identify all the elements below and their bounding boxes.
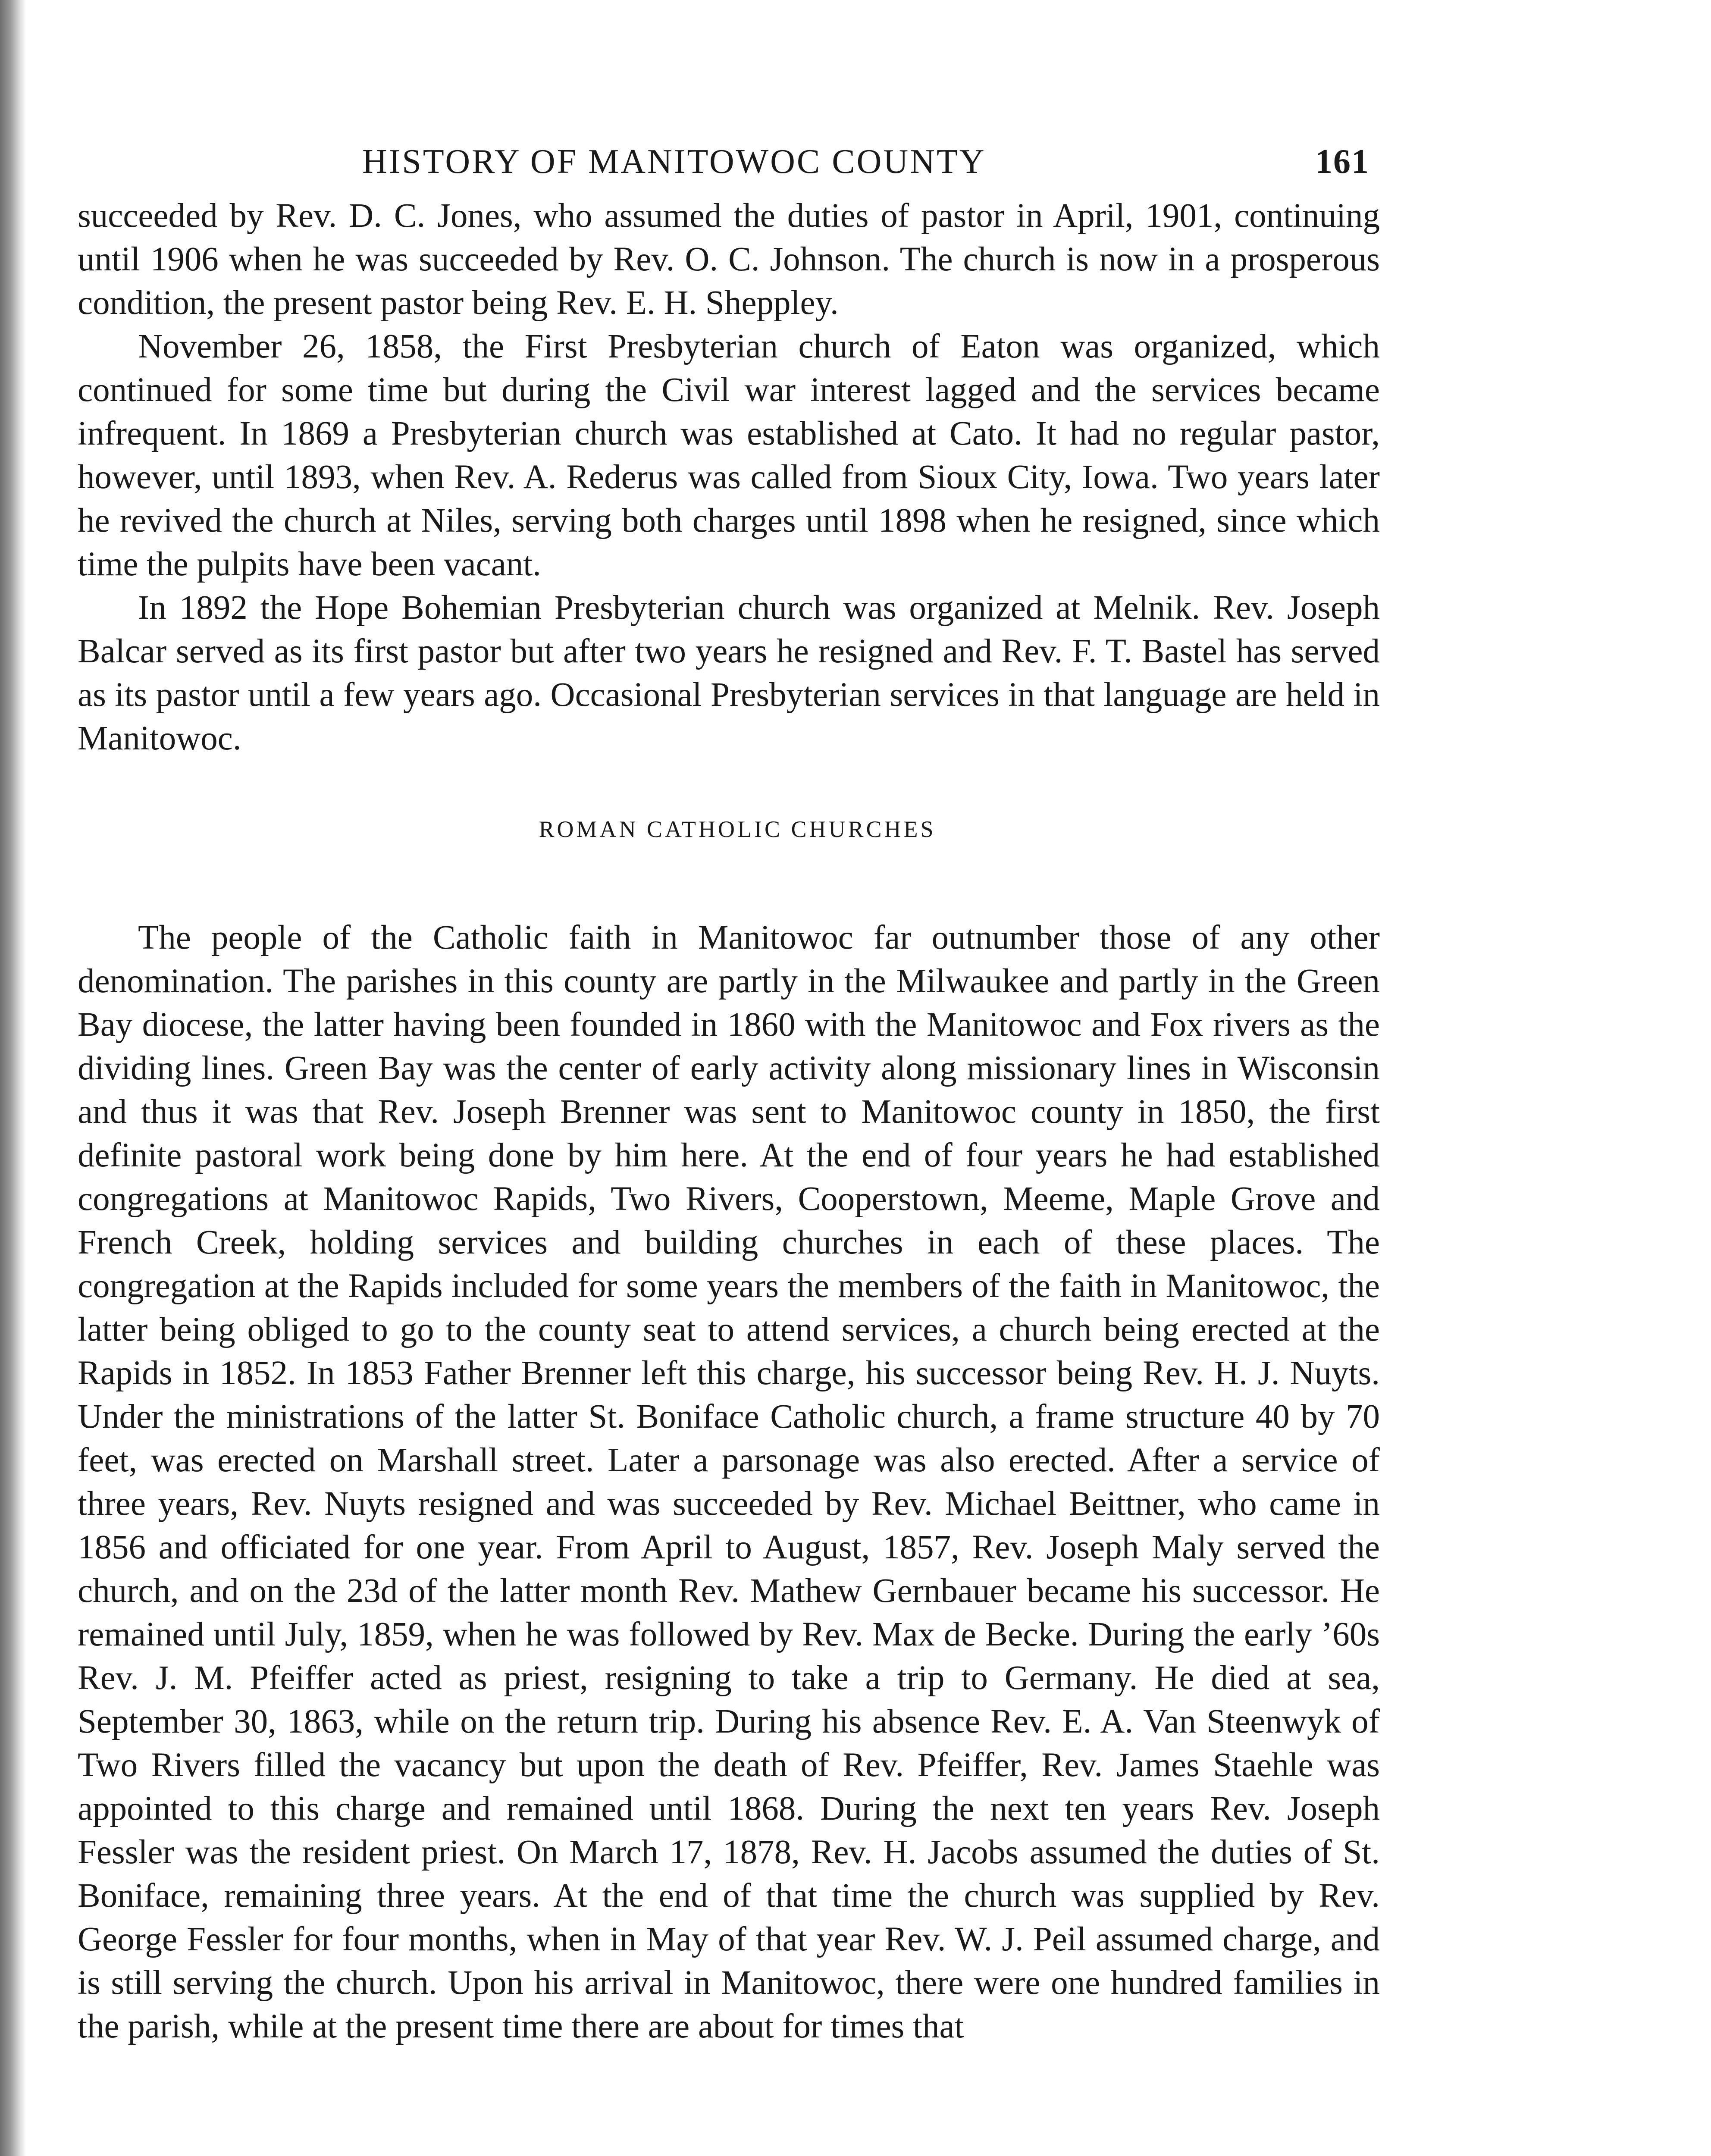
running-head: [78, 142, 1380, 194]
paragraph-eaton: November 26, 1858, the First Presbyterian church of Eaton was organized, which continued for some time but during the Civil war interest lagged and the services became infrequent. In 1869 a Presbyterian church was established at Cato. It had no regular pastor, however, until 1893, when Rev. A. Rederus was called from Sioux City, Iowa. Two years later he revived the church at Niles, serving both charges until 1898 when he resigned, since which time the pulpits have been vacant.: [78, 328, 1380, 583]
paragraph-continuation: succeeded by Rev. D. C. Jones, who assumed the duties of pastor in April, 1901, continuing until 1906 when he was succeeded by Rev. O. C. Johnson. The church is now in a prosperous condition, the present pastor being Rev. E. H. Sheppley.: [78, 197, 1380, 322]
section-heading: ROMAN CATHOLIC CHURCHES: [539, 816, 936, 842]
paragraph-melnik: In 1892 the Hope Bohemian Presbyterian church was organized at Melnik. Rev. Joseph Balcar served as its first pastor but after two years he resigned and Rev. F. T. Bastel has served as its pastor until a few years ago. Occasional Presbyterian services in that language are held in Manitowoc.: [78, 589, 1380, 757]
paragraph-catholic: The people of the Catholic faith in Manitowoc far outnumber those of any other denomination. The parishes in this county are partly in the Milwaukee and partly in the Green Bay diocese, the latter having been founded in 1860 with the Manitowoc and Fox rivers as the dividing lines. Green Bay was the center of early activity along missionary lines in Wisconsin and thus it was that Rev. Joseph Brenner was sent to Manitowoc county in 1850, the first definite pastoral work being done by him here. At the end of four years he had established congregations at Manitowoc Rapids, Two Rivers, Cooperstown, Meeme, Maple Grove and French Creek, holding services and building churches in each of these places. The congregation at the Rapids included for some years the members of the faith in Manitowoc, the latter being obliged to go to the county seat to attend services, a church being erected at the Rapids in 1852. In 1853 Father Brenner left this charge, his successor being Rev. H. J. Nuyts. Under the ministrations of the latter St. Boniface Catholic church, a frame structure 40 by 70 feet, was erected on Marshall street. Later a parsonage was also erected. After a service of three years, Rev. Nuyts resigned and was succeeded by Rev. Michael Beittner, who came in 1856 and officiated for one year. From April to August, 1857, Rev. Joseph Maly served the church, and on the 23d of the latter month Rev. Mathew Gernbauer became his successor. He remained until July, 1859, when he was followed by Rev. Max de Becke. During the early ’60s Rev. J. M. Pfeiffer acted as priest, resigning to take a trip to Germany. He died at sea, September 30, 1863, while on the return trip. During his absence Rev. E. A. Van Steenwyk of Two Rivers filled the vacancy but upon the death of Rev. Pfeiffer, Rev. James Staehle was appointed to this charge and remained until 1868. During the next ten years Rev. Joseph Fessler was the resident priest. On March 17, 1878, Rev. H. Jacobs assumed the duties of St. Boniface, remaining three years. At the end of that time the church was supplied by Rev. George Fessler for four months, when in May of that year Rev. W. J. Peil assumed charge, and is still serving the church. Upon his arrival in Manitowoc, there were one hundred families in the parish, while at the present time there are about for times that: [78, 919, 1380, 2045]
page-title: HISTORY OF MANITOWOC COUNTY: [362, 143, 986, 181]
body-text: [78, 194, 1380, 2048]
scan-shadow-edge: [0, 0, 26, 2156]
page-number: 161: [1315, 143, 1369, 181]
book-page: [78, 142, 1380, 2048]
